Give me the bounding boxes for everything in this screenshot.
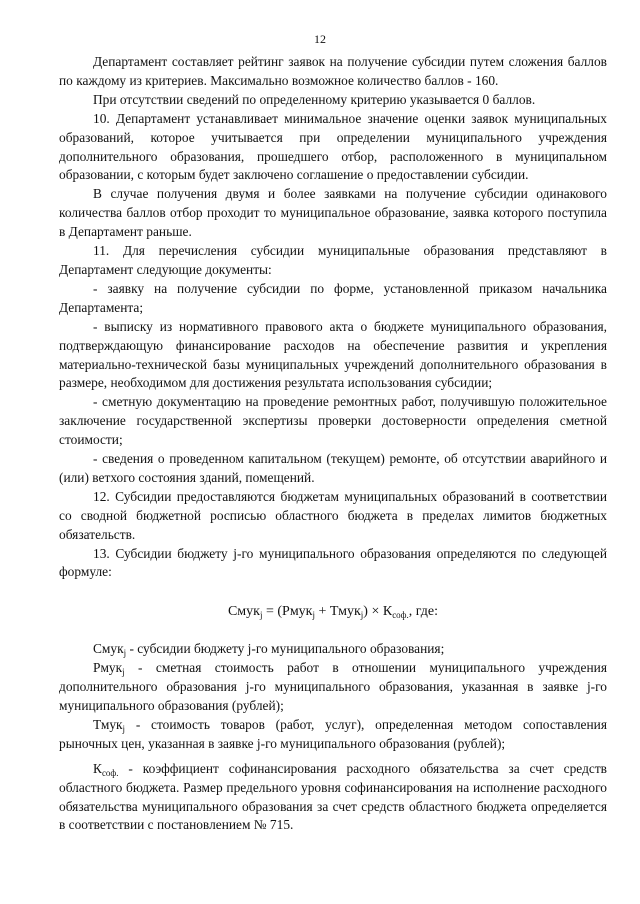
document-body <box>59 53 607 835</box>
definition-text: - сметная стоимость работ в отношении муниципального учреждения дополнительного образования j-го муниципального образования, указанная в заявке j-го муниципального образования (рублей); <box>59 660 607 713</box>
definition-rmuk <box>59 659 607 716</box>
formula-close-times: ) × К <box>363 604 393 620</box>
paragraph-item-11: 11. Для перечисления субсидии муниципальные образования представляют в Департамент следующие документы: <box>59 243 607 277</box>
formula-sub-j-3: j <box>360 610 364 621</box>
definition-symbol: Тмук <box>93 716 123 732</box>
paragraph-rating: Департамент составляет рейтинг заявок на получение субсидии путем сложения баллов по каждому из критериев. Максимально возможное количество баллов - 160. <box>59 54 607 88</box>
definition-symbol: К <box>93 760 102 776</box>
list-item-application: - заявку на получение субсидии по форме, установленной приказом начальника Департамента; <box>59 280 607 315</box>
definition-text: - коэффициент софинансирования расходного обязательства за счет средств областного бюджета. Размер предельного уровня софинансирования на исполнение расходного обязательства муниципального образования за счет средств областного бюджета определяется в соответствии с постановлением № 715. <box>59 760 607 833</box>
definition-tmuk <box>59 716 607 754</box>
formula-eq-open: = (Рмук <box>262 604 313 620</box>
definition-symbol: Рмук <box>93 660 123 676</box>
paragraph-zero-points: При отсутствии сведений по определенному критерию указывается 0 баллов. <box>93 91 536 107</box>
page-number: 12 <box>314 32 326 46</box>
paragraph-item-13: 13. Субсидии бюджету j-го муниципального образования определяются по следующей формуле: <box>59 545 607 580</box>
list-item-repair-info: - сведения о проведенном капитальном (текущем) ремонте, об отсутствии аварийного и (или) ветхого состояния зданий, помещений. <box>59 451 607 485</box>
formula-sub-j-1: j <box>259 610 263 621</box>
paragraph-item-12: 12. Субсидии предоставляются бюджетам муниципальных образований в соответствии со сводной бюджетной росписью областного бюджета в пределах лимитов бюджетных обязательств. <box>59 488 607 542</box>
formula-lhs: Смук <box>227 604 260 620</box>
paragraph-equal-points: В случае получения двумя и более заявками на получение субсидии одинакового количества баллов отбор проходит то муниципальное образование, заявка которого поступила в Департамент раньше. <box>59 186 607 240</box>
definition-sub: j <box>123 648 127 659</box>
definition-sub: j <box>122 723 126 734</box>
formula-tail: , где: <box>408 604 439 620</box>
definition-symbol: Смук <box>93 641 124 657</box>
definition-text: - субсидии бюджету j-го муниципального образования; <box>126 641 445 657</box>
formula-plus: + Тмук <box>315 604 361 620</box>
definition-text: - стоимость товаров (работ, услуг), определенная методом сопоставления рыночных цен, указанная в заявке j-го муниципального образования (рублей); <box>59 716 607 751</box>
definition-ksof <box>59 760 607 836</box>
formula-sub-sof: соф. <box>392 610 409 621</box>
definition-sub: соф. <box>101 767 119 778</box>
definition-smuk <box>59 640 607 659</box>
list-item-estimate-docs: - сметную документацию на проведение ремонтных работ, получившую положительное заключение государственной экспертизы проверки достоверности определения сметной стоимости; <box>59 394 607 448</box>
list-item-budget-extract: - выписку из нормативного правового акта о бюджете муниципального образования, подтверждающую финансирование расходов на обеспечение развития и укрепления материально-технической базы муниципальных учреждений дополнительного образования в размере, необходимом для достижения результата использования субсидии; <box>59 318 607 391</box>
definition-sub: j <box>122 667 125 678</box>
paragraph-item-10: 10. Департамент устанавливает минимальное значение оценки заявок муниципальных образований, которое учитывается при определении муниципального учреждения дополнительного образования, прошедшего отбор, расположенного в муниципальном образовании, с которым будет заключено соглашение о предоставлении субсидии. <box>59 110 607 183</box>
formula-sub-j-2: j <box>312 610 315 621</box>
subsidy-formula <box>59 603 607 622</box>
